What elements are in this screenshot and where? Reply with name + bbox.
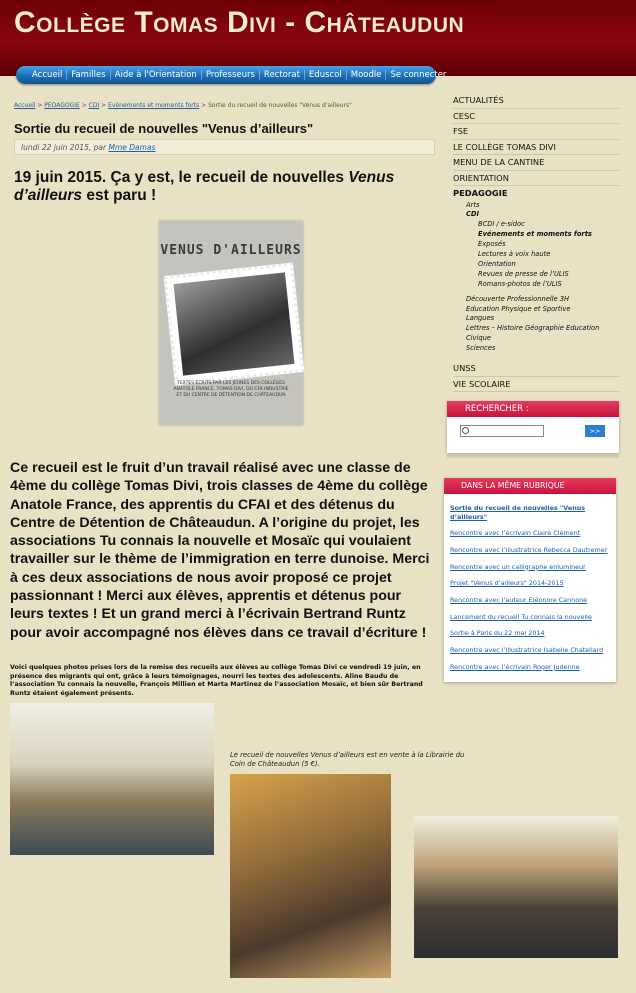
sidebar-cdi-romans[interactable]: Romans-photos de l’ULIS [478, 279, 562, 288]
search-widget [447, 401, 619, 453]
sidebar-cdi-revues[interactable]: Revues de presse de l’ULIS [478, 269, 569, 278]
search-input[interactable] [460, 425, 544, 437]
sidebar-item-cantine[interactable]: MENU DE LA CANTINE [453, 155, 619, 171]
breadcrumb-events[interactable]: Evénements et moments forts [108, 102, 200, 109]
same-section-link[interactable]: Rencontre avec l’illustratrice Isabelle Chatellard [450, 646, 604, 654]
sidebar-subitem-eps[interactable]: Education Physique et Sportive [466, 304, 571, 313]
same-section-link[interactable]: Projet "Venus d’ailleurs" 2014-2015 [450, 579, 564, 588]
same-section-link[interactable]: Lancement du recueil Tu connais la nouvelle [450, 612, 592, 621]
same-section-link[interactable]: Rencontre avec l’écrivain Claire Clément [450, 529, 581, 538]
breadcrumb-separator: > [35, 102, 45, 109]
headline-book-title: Venus d’ailleurs [14, 169, 395, 204]
sidebar-subitem-cdi[interactable]: CDI [466, 210, 479, 219]
article-by: , par [88, 143, 109, 152]
photo-speaker-microphone [230, 774, 391, 978]
sidebar-subitem-arts[interactable]: Arts [466, 200, 480, 209]
nav-item-familles[interactable]: Familles [67, 70, 110, 80]
book-cover-caption: TEXTES ÉCRITS PAR LES JEUNES DES COLLÈGES ANATOLE FRANCE, TOMAS DIVI, DU CFA INDUSTRIE ET DU CENTRE DE DÉTENTION DE CHÂTEAUDUN [173, 381, 289, 398]
main-nav [16, 66, 447, 84]
breadcrumb-separator: > [79, 102, 89, 109]
search-icon [462, 427, 469, 434]
article-photo-intro: Voici quelques photos prises lors de la remise des recueils aux élèves au collège Tomas Divi ce vendredi 19 juin, en présence des migrants qui ont, grâce à leurs témoignages, nourri les textes des adolescents. Aline Baudu de l’association Tu connais la nouvelle, François Millien et Marta Martinez de l’association Mosaïc, et bien sûr Bertrand Runtz étaient également présents. [10, 664, 423, 697]
sidebar-menu [453, 93, 619, 392]
same-section-title: DANS LA MÊME RUBRIQUE [444, 478, 616, 494]
search-title: RECHERCHER : [447, 401, 619, 417]
article-title: Sortie du recueil de nouvelles "Venus d’ailleurs" [14, 121, 314, 136]
same-section-link[interactable]: Sortie à Paris du 22 mai 2014 [450, 629, 545, 638]
sidebar-cdi-lectures[interactable]: Lectures à voix haute [478, 250, 551, 259]
breadcrumb-separator: > [99, 102, 109, 109]
same-section-link[interactable]: Rencontre avec l’écrivain Roger Judenne [450, 662, 580, 671]
nav-item-moodle[interactable]: Moodle [347, 70, 387, 80]
nav-item-rectorat[interactable]: Rectorat [260, 70, 305, 80]
headline-text-end: est paru ! [82, 187, 157, 204]
breadcrumb-separator: > [199, 102, 209, 109]
search-submit-button[interactable]: >> [585, 425, 605, 437]
site-header [0, 0, 636, 76]
photo-audience [414, 816, 618, 958]
article-meta [14, 139, 435, 155]
sidebar-item-college[interactable]: LE COLLÈGE TOMAS DIVI [453, 140, 619, 156]
site-title[interactable]: Collège Tomas Divi - Châteaudun [14, 6, 465, 39]
same-section-link[interactable]: Rencontre avec un calligraphe enlumineur [450, 562, 586, 571]
breadcrumb-current: Sortie du recueil de nouvelles "Venus d'ailleurs" [208, 102, 352, 109]
sidebar-item-pedagogie[interactable]: PEDAGOGIE [453, 188, 508, 198]
sidebar-cdi-orientation[interactable]: Orientation [478, 259, 516, 268]
article-date: lundi 22 juin 2015 [21, 143, 89, 152]
nav-item-orientation[interactable]: Aide à l'Orientation [111, 70, 202, 80]
sidebar-item-unss[interactable]: UNSS [453, 361, 619, 377]
photo-caption: Le recueil de nouvelles Venus d’ailleurs est en vente à la Librairie du Coin de Châteaudun (5 €). [230, 751, 465, 768]
book-cover-image [159, 221, 303, 425]
sidebar-cdi-evenements[interactable]: Evénements et moments forts [478, 230, 592, 239]
same-section-link[interactable]: Rencontre avec l’illustratrice Rebecca Dautremer [450, 545, 608, 554]
nav-item-professeurs[interactable]: Professeurs [202, 70, 260, 80]
sidebar-item-orientation[interactable]: ORIENTATION [453, 171, 619, 187]
book-cover-stamp [164, 263, 305, 386]
sidebar-cdi-bcdi[interactable]: BCDI / e-sidoc [478, 220, 525, 229]
breadcrumb-home[interactable]: Accueil [14, 102, 36, 109]
sidebar-subitem-langues[interactable]: Langues [466, 314, 495, 323]
photo-ceremony-hall [10, 703, 214, 855]
same-section-list [444, 494, 616, 671]
nav-item-accueil[interactable]: Accueil [28, 70, 67, 80]
sidebar-item-actualites[interactable]: ACTUALITÉS [453, 93, 619, 109]
breadcrumb-cdi[interactable]: CDI [88, 102, 100, 109]
article-body: Ce recueil est le fruit d’un travail réalisé avec une classe de 4ème du collège Tomas Divi, trois classes de 4ème du collège Anatole France, des apprentis du CFAI et des détenus du Centre de Détention de Châteaudun. A l’origine du projet, les associations Tu connais la nouvelle et Mosaïc qui voulaient travailler sur le thème de l’immigration en terre dunoise. Merci à ces deux associations de nous avoir proposé ce projet passionnant ! Merci aux élèves, apprentis et détenus pour leurs textes ! Et un grand merci à l’écrivain Bertrand Runtz pour avoir accompagné nos élèves dans ce travail d’écriture ! [10, 460, 430, 641]
same-section-link[interactable]: Rencontre avec l’auteur Eléonore Cannone [450, 595, 588, 604]
nav-item-eduscol[interactable]: Eduscol [305, 70, 347, 80]
search-widget-shadow [447, 455, 619, 458]
sidebar-subitem-sciences[interactable]: Sciences [466, 344, 496, 353]
sidebar-cdi-exposes[interactable]: Exposés [478, 240, 506, 249]
sidebar-subitem-lettres[interactable]: Lettres – Histoire Géographie Education Civique [466, 324, 600, 343]
sidebar-subitem-decouverte[interactable]: Découverte Professionnelle 3H [466, 294, 570, 303]
breadcrumb-pedagogie[interactable]: PEDAGOGIE [44, 102, 80, 109]
sidebar-item-cesc[interactable]: CESC [453, 109, 619, 125]
sidebar-item-fse[interactable]: FSE [453, 124, 619, 140]
nav-item-login[interactable]: Se connecter [390, 70, 447, 80]
sidebar-item-vie-scolaire[interactable]: VIE SCOLAIRE [453, 377, 619, 393]
book-cover-title: VENUS D'AILLEURS [160, 243, 302, 258]
article-headline [14, 169, 424, 205]
same-section-link[interactable]: Sortie du recueil de nouvelles "Venus d’ailleurs" [450, 504, 586, 521]
breadcrumb [14, 102, 352, 109]
headline-text: 19 juin 2015. Ça y est, le recueil de nouvelles [14, 169, 349, 186]
same-section-widget [444, 478, 616, 682]
author-link[interactable]: Mme Damas [108, 143, 156, 152]
